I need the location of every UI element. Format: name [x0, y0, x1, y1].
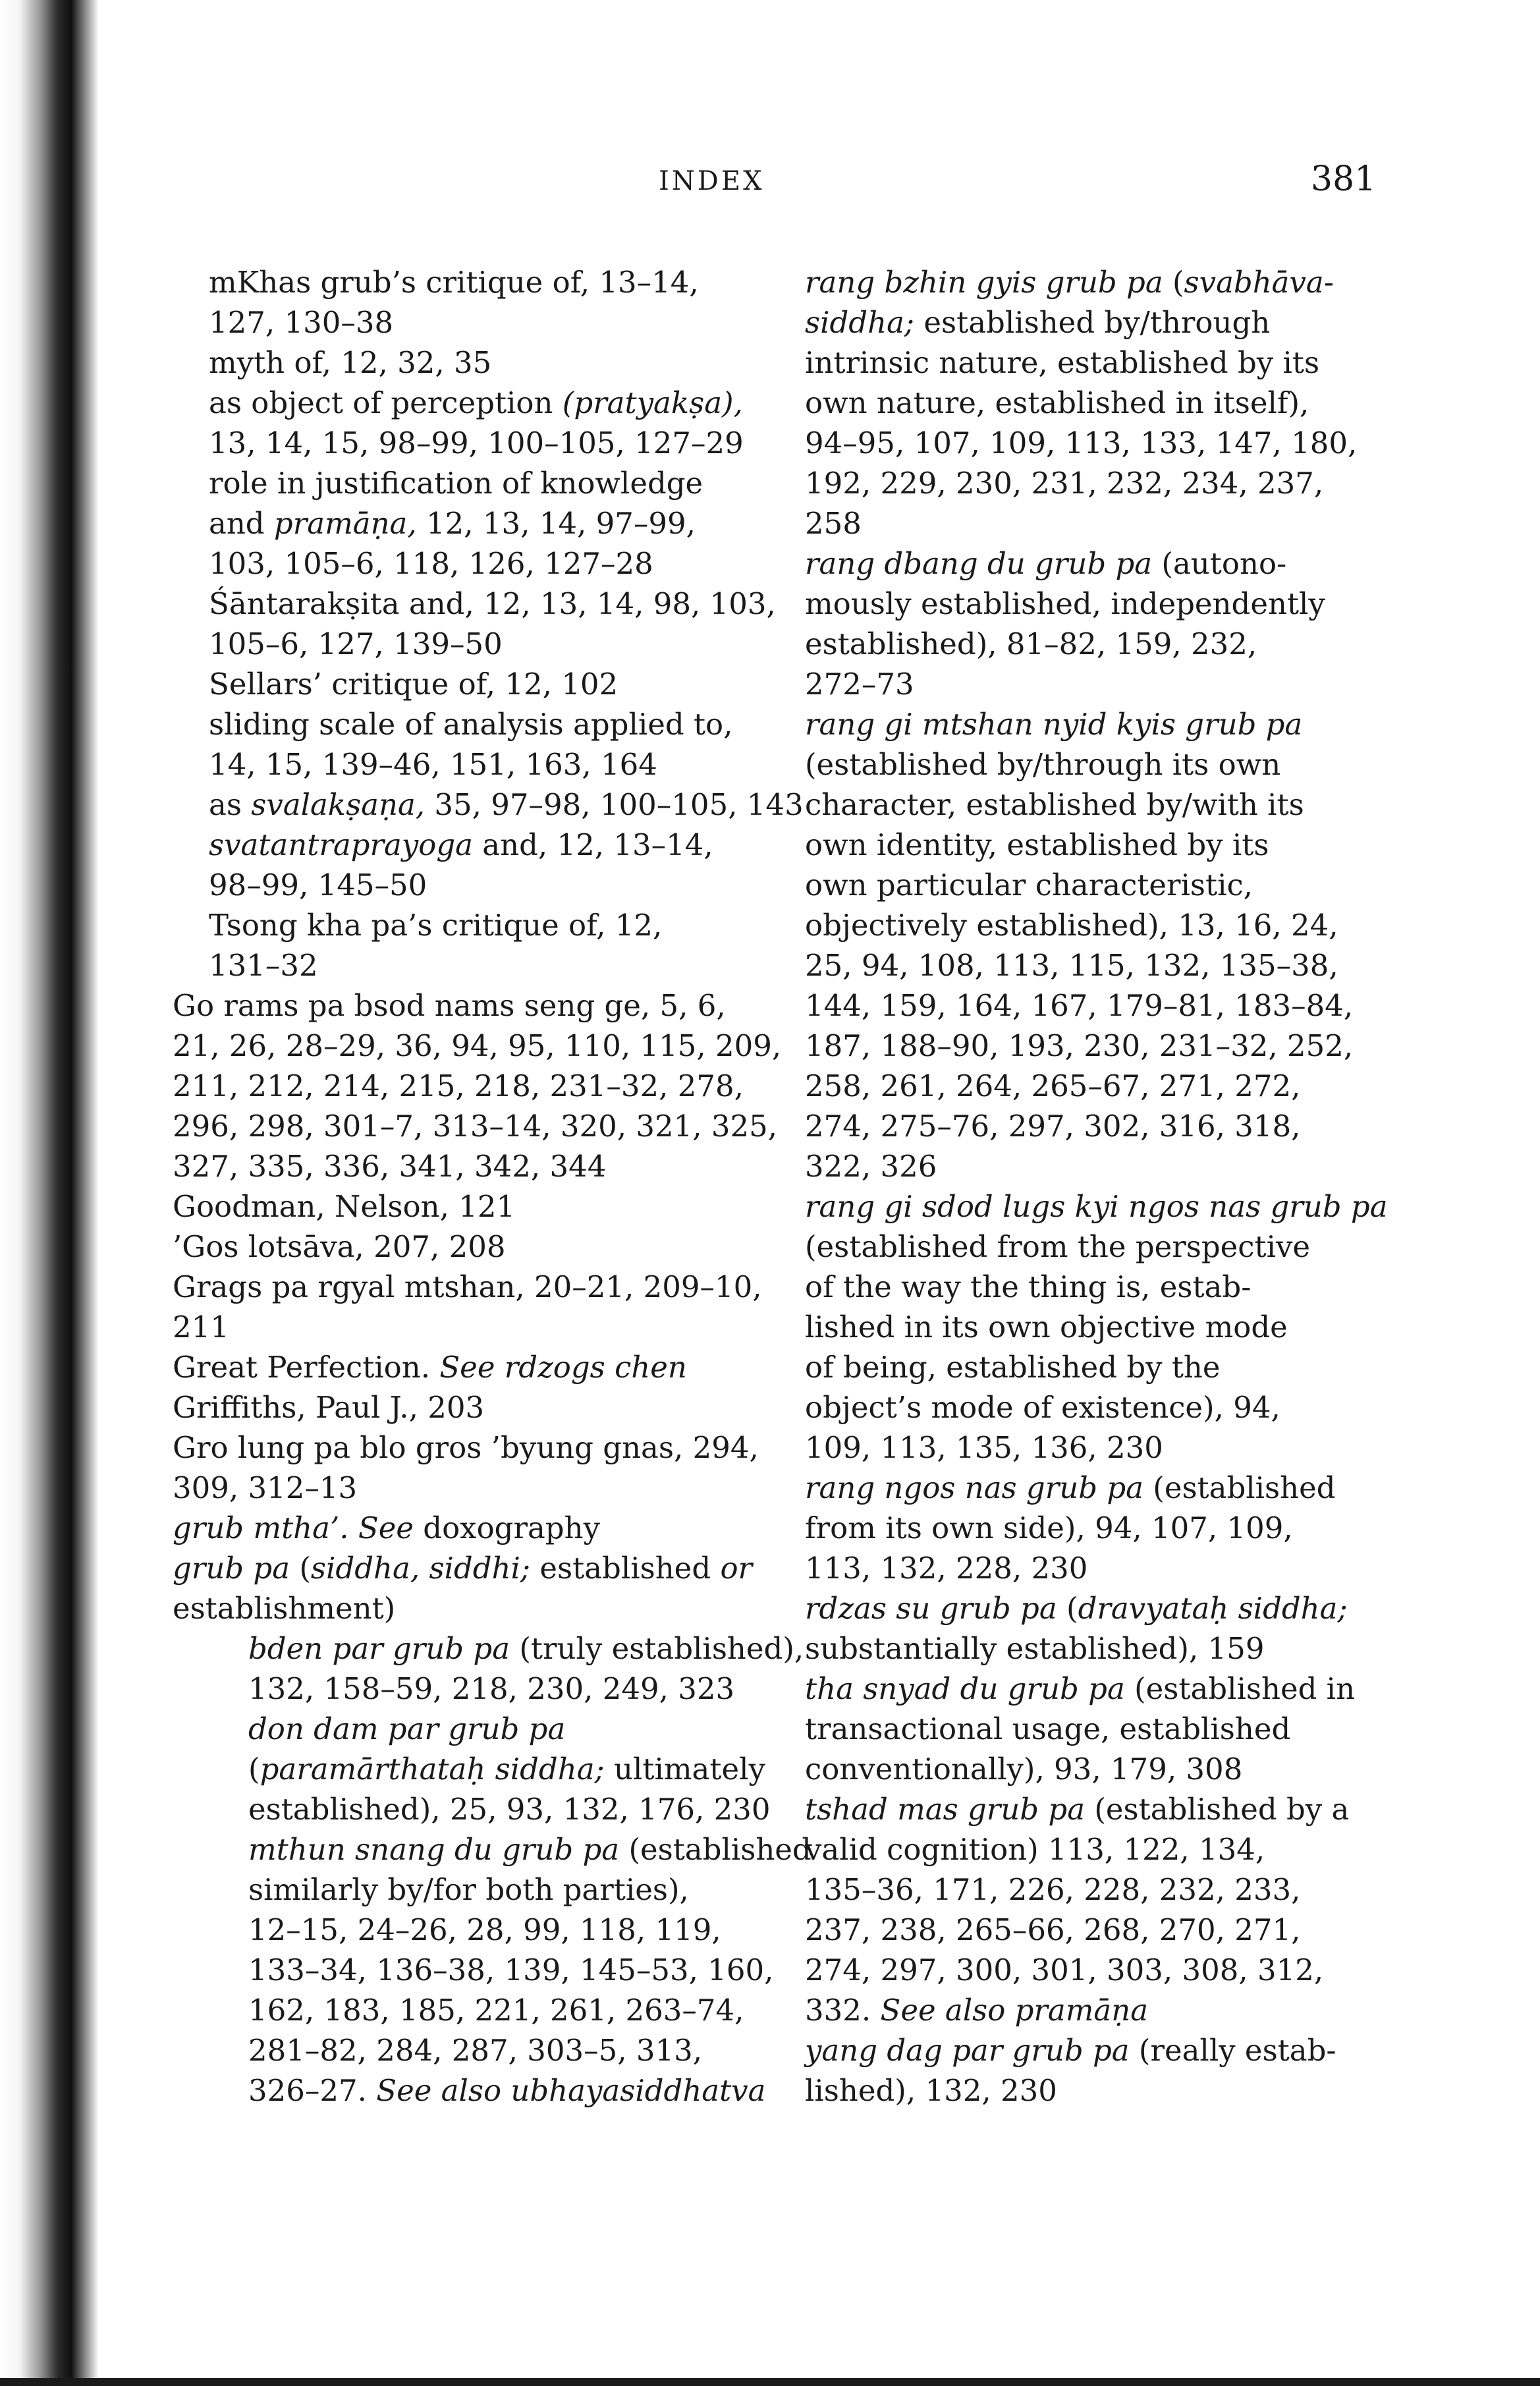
entry-line — [248, 1910, 752, 1950]
entry-line — [209, 302, 752, 343]
entry-text: 327, 335, 336, 341, 342, 344 — [173, 1149, 607, 1184]
entry-line — [248, 1669, 752, 1709]
index-entry — [173, 1387, 752, 1428]
entry-text: (established by a — [1085, 1792, 1350, 1827]
index-subentry — [173, 1829, 811, 2111]
index-entry — [805, 543, 1325, 704]
entry-line — [805, 1628, 1292, 1669]
entry-text: 35, 97–98, 100–105, 143 — [425, 787, 804, 822]
index-entry — [173, 985, 782, 1186]
entry-text: object’s mode of existence), 94, — [805, 1390, 1280, 1425]
entry-line — [805, 1829, 1292, 1870]
entry-text: 144, 159, 164, 167, 179–81, 183–84, — [805, 988, 1354, 1023]
entry-line — [805, 1186, 1388, 1227]
entry-line — [805, 2030, 1336, 2070]
entry-text: 127, 130–38 — [209, 305, 394, 340]
entry-line — [173, 1548, 753, 1588]
entry-text: ultimately — [604, 1752, 765, 1787]
entry-text: Griffiths, Paul J., 203 — [173, 1390, 485, 1425]
entry-line — [248, 1749, 765, 1789]
entry-text: (established in — [1124, 1671, 1356, 1706]
entry-line — [173, 1508, 752, 1548]
entry-text: 135–36, 171, 226, 228, 232, 233, — [805, 1872, 1301, 1907]
entry-line — [173, 1186, 752, 1227]
scan-bottom-edge — [0, 2378, 1540, 2386]
entry-line — [805, 1749, 1292, 1789]
index-subentry — [173, 664, 752, 704]
entry-text: (autono- — [1152, 546, 1287, 581]
index-subentry — [173, 785, 804, 825]
entry-text: 105–6, 127, 139–50 — [209, 626, 503, 661]
entry-text: 237, 238, 265–66, 268, 270, 271, — [805, 1912, 1301, 1947]
entry-text: (really estab- — [1129, 2033, 1336, 2068]
entry-text: ( — [248, 1752, 260, 1787]
entry-line — [248, 1628, 804, 1669]
entry-text: transactional usage, established — [805, 1711, 1291, 1746]
index-entry — [805, 1669, 1356, 1789]
entry-text: ’Gos lotsāva, 207, 208 — [173, 1229, 506, 1264]
entry-line — [248, 2070, 766, 2111]
entry-line — [805, 905, 1338, 945]
entry-line — [173, 1428, 759, 1468]
entry-text: 272–73 — [805, 667, 914, 702]
index-entry — [173, 1227, 752, 1267]
entry-text: (established from the perspective — [805, 1229, 1311, 1264]
italic-term: bden par grub pa — [248, 1631, 510, 1666]
index-entry — [805, 704, 1354, 1186]
entry-line — [209, 945, 752, 985]
entry-line — [805, 744, 1292, 785]
entry-text: established), 25, 93, 132, 176, 230 — [248, 1792, 771, 1827]
entry-text: of being, established by the — [805, 1350, 1221, 1385]
entry-text: 162, 183, 185, 221, 261, 263–74, — [248, 1993, 744, 2028]
index-subentry — [173, 463, 752, 584]
index-entry — [805, 1588, 1348, 1669]
entry-line — [805, 1267, 1292, 1307]
entry-text: as — [209, 787, 252, 822]
italic-term: siddha, siddhi; — [310, 1551, 531, 1586]
italic-term: grub mtha’. See — [173, 1511, 414, 1545]
index-entry — [805, 262, 1358, 543]
entry-line — [248, 1829, 811, 1870]
italic-term: svatantraprayoga — [209, 827, 473, 862]
entry-text: own nature, established in itself), — [805, 385, 1309, 420]
entry-text: Gro lung pa blo gros ’byung gnas, 294, — [173, 1430, 759, 1465]
entry-line — [805, 1789, 1350, 1829]
index-entry — [805, 2030, 1336, 2111]
italic-term: rang bzhin gyis grub pa — [805, 265, 1163, 300]
italic-term: rang gi sdod lugs kyi ngos nas grub pa — [805, 1189, 1388, 1224]
italic-term: siddha; — [805, 305, 915, 340]
entry-line — [805, 1669, 1356, 1709]
entry-text: 132, 158–59, 218, 230, 249, 323 — [248, 1671, 735, 1706]
entry-line — [209, 865, 752, 905]
entry-text: Tsong kha pa’s critique of, 12, — [209, 908, 663, 943]
entry-line — [805, 1347, 1292, 1387]
entry-text: 13, 14, 15, 98–99, 100–105, 127–29 — [209, 426, 744, 460]
entry-line — [173, 1588, 752, 1628]
entry-text: substantially established), 159 — [805, 1631, 1265, 1666]
entry-text: mKhas grub’s critique of, 13–14, — [209, 265, 699, 300]
entry-text: Goodman, Nelson, 121 — [173, 1189, 516, 1224]
page-number: 381 — [1311, 159, 1377, 199]
entry-line — [805, 624, 1292, 664]
entry-text: role in justification of knowledge — [209, 466, 703, 501]
entry-line — [209, 664, 752, 704]
entry-text: 14, 15, 139–46, 151, 163, 164 — [209, 747, 657, 782]
italic-term: tha snyad du grub pa — [805, 1671, 1125, 1706]
entry-line — [805, 664, 1292, 704]
index-entry — [173, 1428, 759, 1508]
entry-line — [805, 945, 1338, 985]
entry-line — [805, 1146, 1292, 1186]
index-subentry — [173, 584, 776, 664]
italic-term: or — [720, 1551, 753, 1586]
entry-line — [173, 1066, 752, 1106]
entry-text: 133–34, 136–38, 139, 145–53, 160, — [248, 1953, 774, 1987]
entry-text: sliding scale of analysis applied to, — [209, 707, 733, 742]
entry-line — [805, 1106, 1301, 1146]
entry-line — [248, 1990, 752, 2030]
index-subentry — [173, 825, 752, 905]
index-column-right — [805, 262, 1388, 2111]
entry-text: 332. — [805, 1993, 881, 2028]
entry-line — [805, 302, 1292, 343]
entry-line — [173, 1227, 752, 1267]
entry-line — [805, 1227, 1311, 1267]
entry-text: 131–32 — [209, 948, 318, 983]
entry-text: lished in its own objective mode — [805, 1310, 1288, 1345]
entry-line — [248, 1789, 771, 1829]
index-entry — [173, 1508, 752, 1548]
entry-text: objectively established), 13, 16, 24, — [805, 908, 1338, 943]
entry-text: and — [209, 506, 274, 541]
italic-term: rdzas su grub pa — [805, 1591, 1057, 1626]
entry-text: of the way the thing is, estab- — [805, 1269, 1251, 1304]
index-subentry — [173, 1709, 771, 1829]
italic-term: pramāṇa, — [273, 506, 417, 541]
entry-line — [248, 2030, 752, 2070]
entry-text: doxography — [413, 1511, 601, 1545]
entry-line — [805, 1026, 1354, 1066]
entry-text: from its own side), 94, 107, 109, — [805, 1511, 1293, 1545]
entry-line — [248, 1950, 774, 1990]
entry-text: Go rams pa bsod nams seng ge, 5, 6, — [173, 988, 726, 1023]
entry-line — [805, 865, 1292, 905]
entry-line — [805, 785, 1304, 825]
italic-term: See also ubhayasiddhatva — [376, 2073, 766, 2108]
entry-text: 274, 297, 300, 301, 303, 308, 312, — [805, 1953, 1324, 1987]
entry-text: ( — [1163, 265, 1184, 300]
entry-line — [805, 1066, 1301, 1106]
entry-line — [805, 503, 1292, 543]
entry-line — [805, 1387, 1292, 1428]
entry-line — [209, 825, 752, 865]
italic-term: yang dag par grub pa — [805, 2033, 1130, 2068]
entry-text: valid cognition) 113, 122, 134, — [805, 1832, 1265, 1867]
entry-text: ( — [1057, 1591, 1078, 1626]
entry-text: intrinsic nature, established by its — [805, 345, 1320, 380]
italic-term: don dam par grub pa — [248, 1711, 566, 1746]
entry-line — [805, 825, 1292, 865]
entry-line — [805, 2070, 1292, 2111]
entry-text: Śāntarakṣita and, 12, 13, 14, 98, 103, — [209, 586, 776, 621]
entry-line — [805, 1468, 1336, 1508]
entry-text: Grags pa rgyal mtshan, 20–21, 209–10, — [173, 1269, 762, 1304]
entry-line — [805, 383, 1309, 423]
index-entry — [173, 1347, 752, 1387]
entry-text: 98–99, 145–50 — [209, 868, 427, 902]
entry-text: 94–95, 107, 109, 113, 133, 147, 180, — [805, 426, 1358, 460]
entry-line — [805, 1548, 1292, 1588]
entry-text: ( — [290, 1551, 311, 1586]
entry-line — [805, 1950, 1324, 1990]
entry-text: 296, 298, 301–7, 313–14, 320, 321, 325, — [173, 1109, 778, 1144]
entry-text: similarly by/for both parties), — [248, 1872, 689, 1907]
entry-text: established — [530, 1551, 721, 1586]
entry-line — [805, 1588, 1348, 1628]
entry-line — [209, 704, 752, 744]
entry-text: (established — [619, 1832, 811, 1867]
italic-term: mthun snang du grub pa — [248, 1832, 620, 1867]
entry-text: myth of, 12, 32, 35 — [209, 345, 492, 380]
entry-text: and, 12, 13–14, — [472, 827, 713, 862]
entry-line — [805, 343, 1320, 383]
entry-text: (established by/through its own — [805, 747, 1281, 782]
entry-line — [209, 785, 804, 825]
entry-text: establishment) — [173, 1591, 396, 1626]
entry-text: mously established, independently — [805, 586, 1325, 621]
italic-term: See also pramāṇa — [880, 1993, 1149, 2028]
entry-line — [173, 1146, 752, 1186]
entry-line — [209, 543, 752, 584]
entry-line — [173, 1106, 778, 1146]
italic-term: rang dbang du grub pa — [805, 546, 1153, 581]
entry-text: 109, 113, 135, 136, 230 — [805, 1430, 1163, 1465]
book-gutter-shadow — [0, 0, 99, 2386]
entry-line — [805, 1508, 1293, 1548]
italic-term: dravyataḥ siddha; — [1078, 1591, 1348, 1626]
entry-text: 187, 188–90, 193, 230, 231–32, 252, — [805, 1028, 1354, 1063]
entry-text: established), 81–82, 159, 232, — [805, 626, 1257, 661]
entry-text: lished), 132, 230 — [805, 2073, 1057, 2108]
index-subentry — [173, 704, 752, 785]
entry-line — [209, 584, 776, 624]
entry-line — [805, 1910, 1301, 1950]
entry-line — [805, 1428, 1292, 1468]
italic-term: rang ngos nas grub pa — [805, 1470, 1143, 1505]
index-subentry — [173, 343, 752, 383]
running-header: INDEX — [659, 166, 765, 196]
entry-text: 25, 94, 108, 113, 115, 132, 135–38, — [805, 948, 1338, 983]
index-column-left — [173, 262, 811, 2111]
entry-line — [248, 1870, 752, 1910]
index-entry — [805, 1186, 1388, 1468]
entry-line — [173, 1347, 752, 1387]
entry-line — [209, 503, 752, 543]
entry-line — [805, 1990, 1292, 2030]
entry-text: 192, 229, 230, 231, 232, 234, 237, — [805, 466, 1324, 501]
entry-line — [173, 1468, 752, 1508]
italic-term: svabhāva- — [1184, 265, 1334, 300]
index-subentry — [173, 383, 752, 463]
entry-line — [209, 905, 752, 945]
entry-text: (established — [1143, 1470, 1336, 1505]
index-entry — [173, 1186, 752, 1227]
entry-line — [805, 1870, 1301, 1910]
entry-line — [805, 1709, 1292, 1749]
entry-text: conventionally), 93, 179, 308 — [805, 1752, 1243, 1787]
entry-text: 12, 13, 14, 97–99, — [416, 506, 696, 541]
index-subentry — [173, 262, 752, 343]
entry-line — [209, 262, 752, 302]
entry-text: Great Perfection. — [173, 1350, 440, 1385]
entry-text: Sellars’ critique of, 12, 102 — [209, 667, 619, 702]
index-entry — [173, 1267, 762, 1347]
entry-line — [209, 463, 752, 503]
entry-line — [173, 1387, 752, 1428]
entry-line — [173, 985, 752, 1026]
entry-text: 211, 212, 214, 215, 218, 231–32, 278, — [173, 1068, 744, 1103]
entry-line — [805, 423, 1358, 463]
italic-term: paramārthataḥ siddha; — [260, 1752, 605, 1787]
entry-text: (truly established), — [510, 1631, 804, 1666]
entry-text: 103, 105–6, 118, 126, 127–28 — [209, 546, 653, 581]
entry-line — [209, 383, 752, 423]
entry-line — [805, 985, 1354, 1026]
italic-term: svalakṣaṇa, — [251, 787, 426, 822]
entry-line — [209, 624, 752, 664]
index-entry — [805, 1468, 1336, 1588]
entry-text: established by/through — [914, 305, 1271, 340]
index-subentry — [173, 1628, 804, 1709]
italic-term: tshad mas grub pa — [805, 1792, 1086, 1827]
entry-text: 274, 275–76, 297, 302, 316, 318, — [805, 1109, 1301, 1144]
entry-text: 21, 26, 28–29, 36, 94, 95, 110, 115, 209, — [173, 1028, 782, 1063]
entry-text: as object of perception — [209, 385, 563, 420]
entry-line — [805, 262, 1334, 302]
entry-text: 12–15, 24–26, 28, 99, 118, 119, — [248, 1912, 721, 1947]
entry-text: own identity, established by its — [805, 827, 1269, 862]
index-entry — [173, 1548, 752, 1628]
entry-line — [209, 423, 752, 463]
entry-line — [248, 1709, 752, 1749]
italic-term: (pratyakṣa), — [562, 385, 743, 420]
entry-line — [805, 704, 1303, 744]
entry-text: character, established by/with its — [805, 787, 1304, 822]
italic-term: grub pa — [173, 1551, 290, 1586]
entry-text: 281–82, 284, 287, 303–5, 313, — [248, 2033, 703, 2068]
entry-line — [173, 1307, 752, 1347]
entry-line — [805, 584, 1325, 624]
entry-line — [805, 463, 1324, 503]
index-subentry — [173, 905, 752, 985]
entry-line — [805, 1307, 1292, 1347]
entry-line — [805, 543, 1292, 584]
entry-line — [209, 343, 752, 383]
italic-term: See rdzogs chen — [439, 1350, 687, 1385]
entry-line — [173, 1026, 782, 1066]
entry-text: 258, 261, 264, 265–67, 271, 272, — [805, 1068, 1301, 1103]
entry-text: 309, 312–13 — [173, 1470, 358, 1505]
entry-text: own particular characteristic, — [805, 868, 1253, 902]
entry-text: 113, 132, 228, 230 — [805, 1551, 1088, 1586]
entry-text: 258 — [805, 506, 862, 541]
entry-line — [209, 744, 752, 785]
italic-term: rang gi mtshan nyid kyis grub pa — [805, 707, 1303, 742]
entry-text: 326–27. — [248, 2073, 377, 2108]
entry-text: 211 — [173, 1310, 229, 1345]
entry-text: 322, 326 — [805, 1149, 937, 1184]
entry-line — [173, 1267, 762, 1307]
index-entry — [805, 1789, 1350, 2030]
